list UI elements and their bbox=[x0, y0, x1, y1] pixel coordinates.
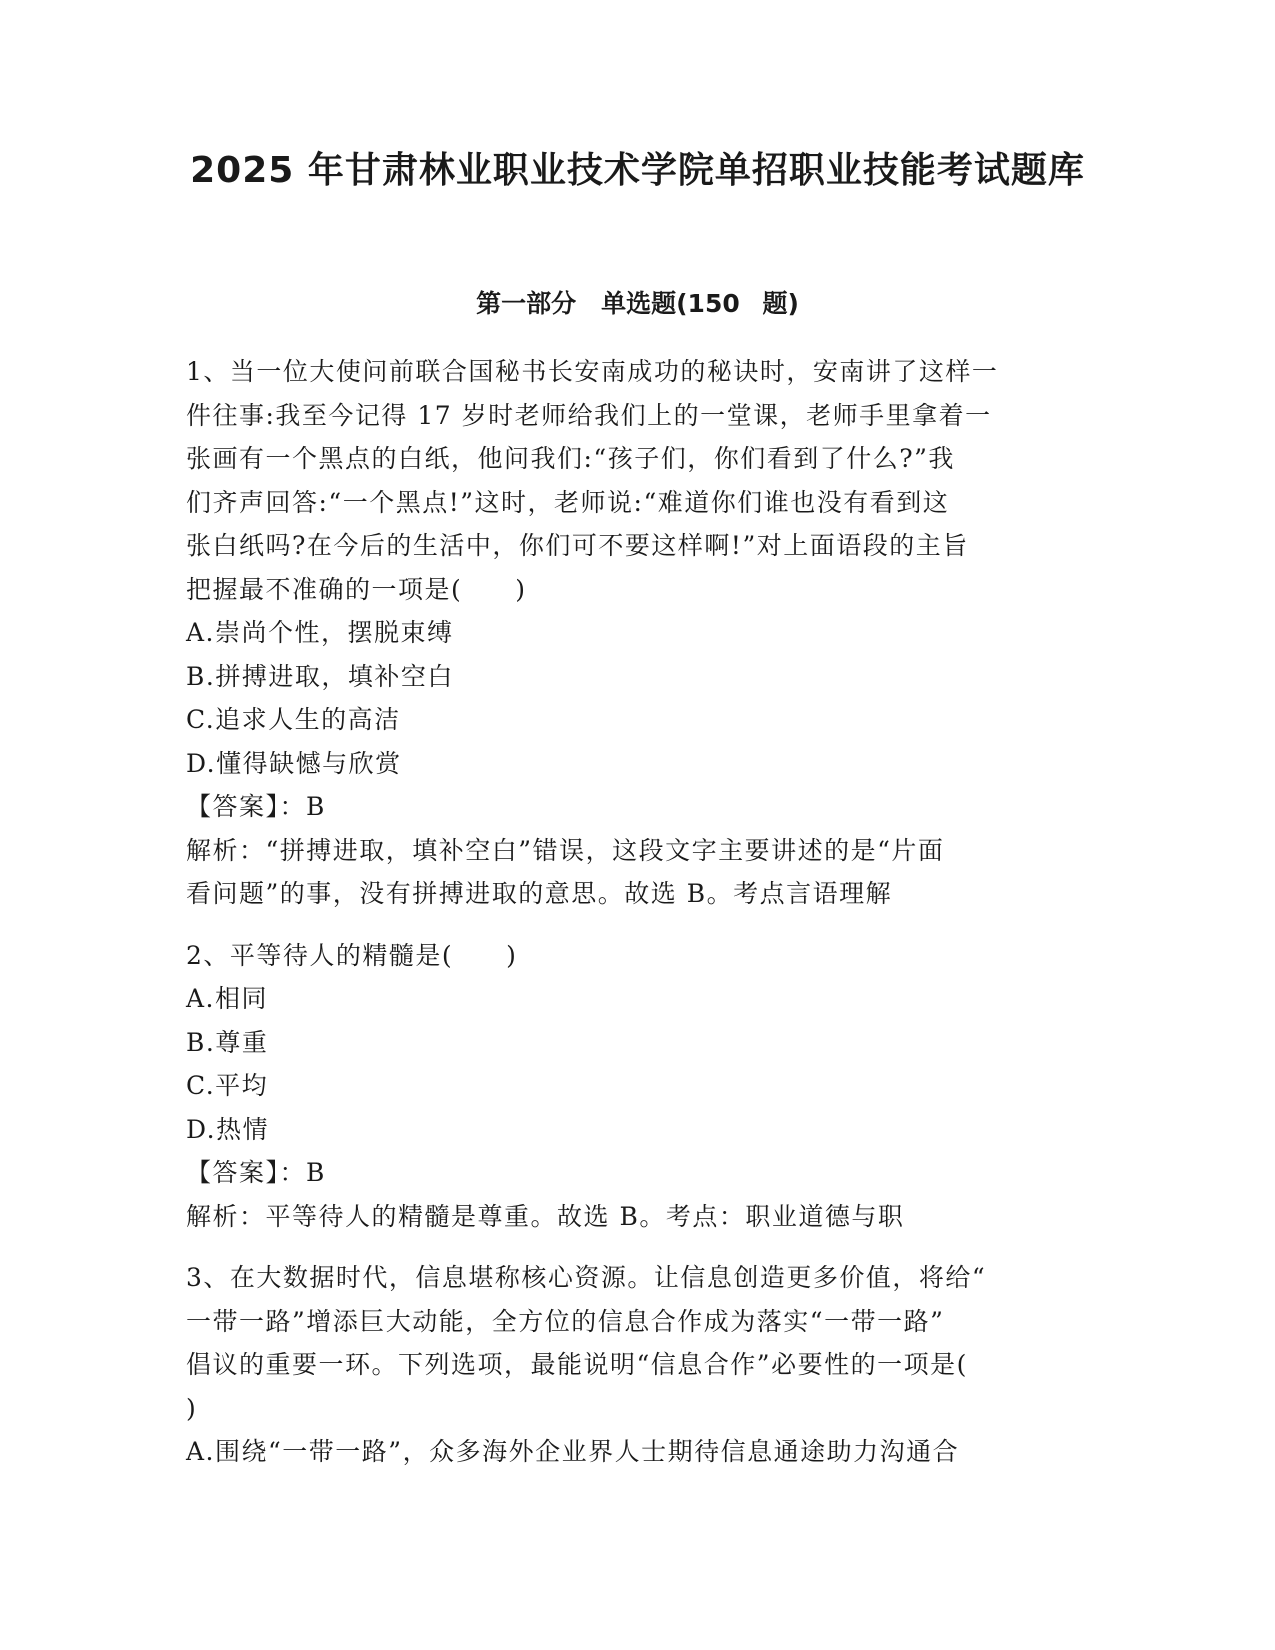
option-b: B.拼搏进取，填补空白 bbox=[186, 661, 454, 691]
option-a: A.崇尚个性，摆脱束缚 bbox=[186, 618, 454, 647]
question-list bbox=[186, 350, 1086, 1492]
analysis-line: 解析：“拼搏进取，填补空白”错误，这段文字主要讲述的是“片面 bbox=[186, 835, 945, 865]
question-stem-line: 3、在大数据时代，信息堪称核心资源。让信息创造更多价值，将给“ bbox=[186, 1263, 987, 1292]
option-a: A.围绕“一带一路”，众多海外企业界人士期待信息通途助力沟通合 bbox=[186, 1437, 960, 1466]
analysis-line: 解析：平等待人的精髓是尊重。故选 B。考点：职业道德与职 bbox=[186, 1201, 905, 1231]
answer-line: 【答案】：B bbox=[186, 792, 326, 821]
question-3 bbox=[186, 1256, 1086, 1474]
answer-line: 【答案】：B bbox=[186, 1158, 326, 1187]
question-stem-line: 张白纸吗?在今后的生活中，你们可不要这样啊!”对上面语段的主旨 bbox=[186, 531, 969, 560]
question-2 bbox=[186, 934, 1086, 1239]
option-d: D.热情 bbox=[186, 1114, 270, 1144]
option-b: B.尊重 bbox=[186, 1027, 269, 1057]
option-a: A.相同 bbox=[186, 984, 269, 1013]
question-stem-line: 1、当一位大使问前联合国秘书长安南成功的秘诀时，安南讲了这样一 bbox=[186, 357, 999, 386]
option-c: C.平均 bbox=[186, 1071, 269, 1100]
option-d: D.懂得缺憾与欣赏 bbox=[186, 748, 402, 778]
question-stem-line: 倡议的重要一环。下列选项，最能说明“信息合作”必要性的一项是( bbox=[186, 1350, 968, 1379]
analysis-line: 看问题”的事，没有拼搏进取的意思。故选 B。考点言语理解 bbox=[186, 879, 893, 908]
question-stem-line: 把握最不准确的一项是( ) bbox=[186, 574, 527, 604]
question-stem-line: 一带一路”增添巨大动能，全方位的信息合作成为落实“一带一路” bbox=[186, 1306, 945, 1336]
question-stem-line: 张画有一个黑点的白纸，他问我们:“孩子们，你们看到了什么?”我 bbox=[186, 444, 955, 473]
question-stem-line: 2、平等待人的精髓是( ) bbox=[186, 940, 518, 970]
question-stem-line: 件往事:我至今记得 17 岁时老师给我们上的一堂课，老师手里拿着一 bbox=[186, 400, 992, 430]
question-stem-line: 们齐声回答:“一个黑点!”这时，老师说:“难道你们谁也没有看到这 bbox=[186, 487, 950, 517]
document-title: 2025 年甘肃林业职业技术学院单招职业技能考试题库 bbox=[190, 150, 1085, 191]
question-stem-line: ) bbox=[186, 1393, 198, 1423]
option-c: C.追求人生的高洁 bbox=[186, 705, 401, 734]
question-1 bbox=[186, 350, 1086, 916]
section-heading: 第一部分 单选题(150 题) bbox=[476, 289, 799, 318]
